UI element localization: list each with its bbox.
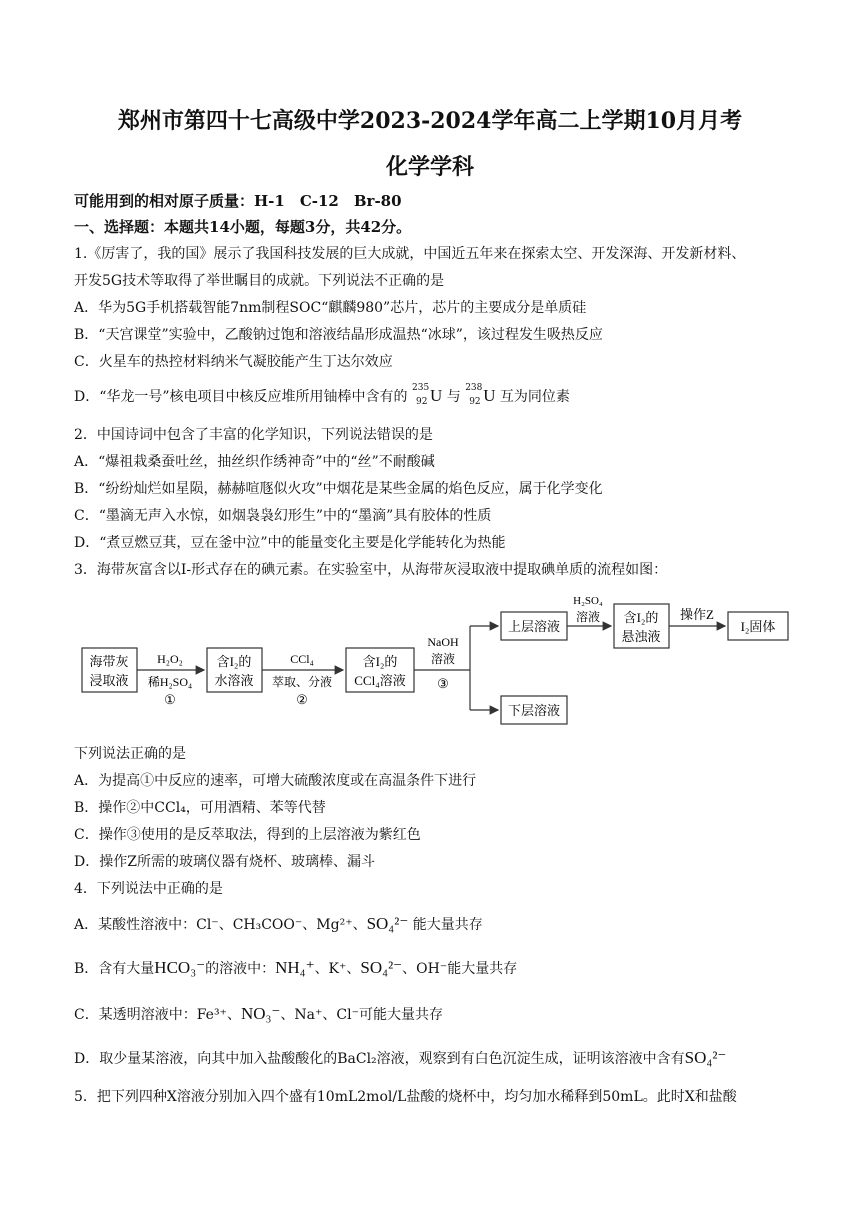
isotope-number: 92 <box>469 397 481 407</box>
q4-b-mid: 的溶液中： <box>205 961 276 977</box>
q1-option-c: C．火星车的热控材料纳米气凝胶能产生丁达尔效应 <box>74 354 393 370</box>
q3-option-a: A．为提高①中反应的速率，可增大硫酸浓度或在高温条件下进行 <box>74 773 477 789</box>
atomic-masses: 可能用到的相对原子质量：H-1 C-12 Br-80 <box>74 192 402 210</box>
q3-lead: 下列说法正确的是 <box>74 746 186 762</box>
isotope-u238 <box>465 383 483 407</box>
q1-d-prefix: D．“华龙一号”核电项目中核反应堆所用铀棒中含有的 <box>74 389 408 405</box>
ion-ammonium: NH₄⁺ <box>275 958 315 977</box>
step-1-label: ① <box>164 692 176 707</box>
q4-a-prefix: A．某酸性溶液中：Cl⁻、CH₃COO⁻、Mg²⁺、 <box>74 917 367 933</box>
upper-layer-label: 上层溶液 <box>507 619 561 634</box>
q1-d-suffix: 互为同位素 <box>499 389 570 405</box>
iodine-solid-label: I₂固体 <box>740 619 776 634</box>
ion-sulfate: SO₄²⁻ <box>684 1048 727 1067</box>
q4-option-b <box>74 958 517 978</box>
box2-line2: 水溶液 <box>214 673 254 688</box>
box3-line1: 含I₂的 <box>362 654 398 669</box>
q4-b-suffix: 、OH⁻能大量共存 <box>402 961 518 977</box>
exam-title: 郑州市第四十七高级中学2023-2024学年高二上学期10月月考 <box>117 108 743 134</box>
step-3-label: ③ <box>437 676 449 691</box>
ion-nitrate: NO₃⁻ <box>240 1004 281 1023</box>
box5-line2: 悬浊液 <box>621 629 661 644</box>
operation-z-label: 操作Z <box>680 607 714 622</box>
q4-c-prefix: C．某透明溶液中：Fe³⁺、 <box>74 1007 241 1023</box>
arrow3-reagent: NaOH <box>427 635 459 649</box>
q2-option-b: B．“纷纷灿烂如星陨，赫赫喧豗似火攻”中烟花是某些金属的焰色反应，属于化学变化 <box>74 481 603 497</box>
step-2-label: ② <box>296 692 308 707</box>
iodine-extraction-flowchart <box>70 588 800 733</box>
q3-option-c: C．操作③使用的是反萃取法，得到的上层溶液为紫红色 <box>74 827 421 843</box>
q4-option-a <box>74 914 483 934</box>
isotope-u235 <box>412 383 430 407</box>
isotope-number: 92 <box>416 397 428 407</box>
box1-line2: 浸取液 <box>89 673 129 688</box>
arrow2-reagent: CCl₄ <box>290 652 314 666</box>
q4-option-c <box>74 1004 443 1024</box>
isotope-mass: 235 <box>412 383 430 393</box>
isotope-symbol: U <box>483 386 496 405</box>
arrow1-reagent: H₂O₂ <box>157 652 183 666</box>
q2-option-d: D．“煮豆燃豆萁，豆在釜中泣”中的能量变化主要是化学能转化为热能 <box>74 535 506 551</box>
q1-stem-line2: 开发5G技术等取得了举世瞩目的成就。下列说法不正确的是 <box>74 273 445 289</box>
isotope-symbol: U <box>430 386 443 405</box>
box1-line1: 海带灰 <box>89 654 129 669</box>
ion-sulfate: SO₄²⁻ <box>360 958 403 977</box>
q1-stem-line1: 1.《厉害了，我的国》展示了我国科技发展的巨大成就，中国近五年来在探索太空、开发深海、开发新材料、 <box>74 246 746 262</box>
q1-option-b: B．“天宫课堂”实验中，乙酸钠过饱和溶液结晶形成温热“冰球”，该过程发生吸热反应 <box>74 327 603 343</box>
q4-stem: 4．下列说法中正确的是 <box>74 881 223 897</box>
ion-sulfate: SO₄²⁻ <box>366 914 409 933</box>
arrow2-operation: 萃取、分液 <box>271 675 333 689</box>
q4-b-mid2: 、K⁺、 <box>314 961 361 977</box>
arrow3-reagent2: 溶液 <box>430 652 456 666</box>
q5-stem: 5．把下列四种X溶液分别加入四个盛有10mL2mol/L盐酸的烧杯中，均匀加水稀释到50mL。此时X和盐酸 <box>74 1089 737 1105</box>
arrow4-reagent: H₂SO₄ <box>573 595 603 607</box>
q4-a-suffix: 能大量共存 <box>412 917 483 933</box>
q2-option-c: C．“墨滴无声入水惊，如烟袅袅幻形生”中的“墨滴”具有胶体的性质 <box>74 508 492 524</box>
q3-stem: 3．海带灰富含以I-形式存在的碘元素。在实验室中，从海带灰浸取液中提取碘单质的流程如图： <box>74 562 668 578</box>
q2-option-a: A．“爆祖栽桑蚕吐丝，抽丝织作绣神奇”中的“丝”不耐酸碱 <box>74 454 435 470</box>
isotope-mass: 238 <box>465 383 483 393</box>
exam-subject: 化学学科 <box>385 154 474 180</box>
q1-option-a: A．华为5G手机搭载智能7nm制程SOC“麒麟980”芯片，芯片的主要成分是单质硅 <box>74 300 587 316</box>
q4-option-d <box>74 1048 726 1068</box>
arrow4-reagent2: 溶液 <box>575 610 601 624</box>
q1-d-mid: 与 <box>446 389 461 405</box>
arrow1-reagent2: 稀H₂SO₄ <box>147 675 193 689</box>
lower-layer-label: 下层溶液 <box>507 703 561 718</box>
q2-stem: 2．中国诗词中包含了丰富的化学知识，下列说法错误的是 <box>74 427 433 443</box>
q3-option-d: D．操作Z所需的玻璃仪器有烧杯、玻璃棒、漏斗 <box>74 854 375 870</box>
q3-option-b: B．操作②中CCl₄，可用酒精、苯等代替 <box>74 800 326 816</box>
q4-c-suffix: 、Na⁺、Cl⁻可能大量共存 <box>280 1007 443 1023</box>
box2-line1: 含I₂的 <box>216 654 252 669</box>
q4-d-prefix: D．取少量某溶液，向其中加入盐酸酸化的BaCl₂溶液，观察到有白色沉淀生成，证明该溶液中含有 <box>74 1051 685 1067</box>
section-heading: 一、选择题：本题共14小题，每题3分，共42分。 <box>74 218 412 236</box>
box3-line2: CCl₄溶液 <box>354 673 406 688</box>
box5-line1: 含I₂的 <box>623 610 659 625</box>
ion-bicarbonate: HCO₃⁻ <box>154 958 206 977</box>
q4-b-prefix: B．含有大量 <box>74 961 155 977</box>
q1-option-d <box>74 383 570 407</box>
